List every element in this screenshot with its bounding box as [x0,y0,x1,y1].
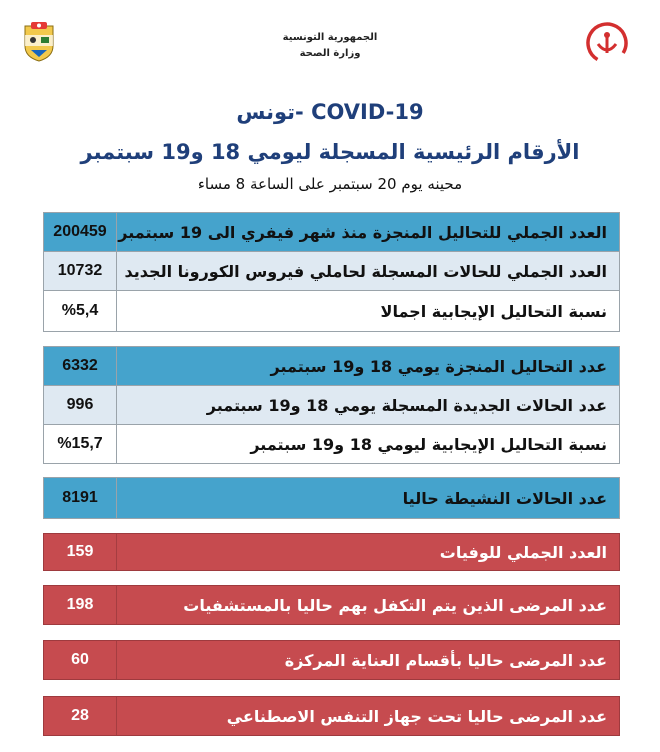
government-header [240,30,420,62]
page-title: COVID-19 -تونس [236,100,424,124]
stat-value: %15,7 [57,435,103,452]
stat-label: العدد الجملي للحالات المسجلة لحاملي فيروس الكورونا الجديد [124,261,607,281]
stat-label: نسبة التحاليل الإيجابية اجمالا [380,301,607,321]
stat-row [43,477,620,519]
stat-row [43,424,620,464]
stat-row [43,212,620,252]
gov-line-2: وزارة الصحة [299,48,361,59]
stat-label: عدد المرضى الذين يتم التكفل بهم حاليا بالمستشفيات [183,595,607,615]
update-note: محينه يوم 20 سبتمبر على الساعة 8 مساء [197,175,463,193]
stat-row [43,346,620,386]
header [0,0,660,80]
stat-row [43,696,620,736]
stat-value: 996 [66,396,94,413]
ministry-of-health-logo-icon [586,22,628,64]
stat-label: عدد الحالات الجديدة المسجلة يومي 18 و19 سبتمبر [206,395,607,415]
stat-value: 200459 [53,223,107,240]
stat-value: 8191 [62,489,98,506]
stat-label: عدد الحالات النشيطة حاليا [402,488,607,508]
stat-value: 159 [66,543,94,560]
stat-label: عدد التحاليل المنجزة يومي 18 و19 سبتمبر [270,356,607,376]
page-subtitle: الأرقام الرئيسية المسجلة ليومي 18 و19 سبتمبر [80,140,580,164]
stat-row [43,640,620,680]
title-block [0,92,660,196]
tunisia-coat-of-arms-icon [22,22,56,62]
stat-value: 198 [66,596,94,613]
stat-value: %5,4 [61,302,99,319]
stat-label: العدد الجملي للتحاليل المنجزة منذ شهر فيفري الى 19 سبتمبر [118,222,607,242]
stat-label: نسبة التحاليل الإيجابية ليومي 18 و19 سبتمبر [250,434,607,454]
stat-row [43,533,620,571]
stat-value: 28 [71,707,89,724]
stat-row [43,290,620,332]
stat-label: عدد المرضى حاليا بأقسام العناية المركزة [284,650,607,670]
stat-label: عدد المرضى حاليا تحت جهاز التنفس الاصطناعي [226,706,607,726]
stat-label: العدد الجملي للوفيات [439,542,607,562]
stat-value: 6332 [62,357,98,374]
stat-value: 10732 [57,262,103,279]
gov-line-1: الجمهورية التونسية [282,32,378,43]
stat-row [43,585,620,625]
stat-value: 60 [71,651,89,668]
stat-row [43,251,620,291]
stat-row [43,385,620,425]
